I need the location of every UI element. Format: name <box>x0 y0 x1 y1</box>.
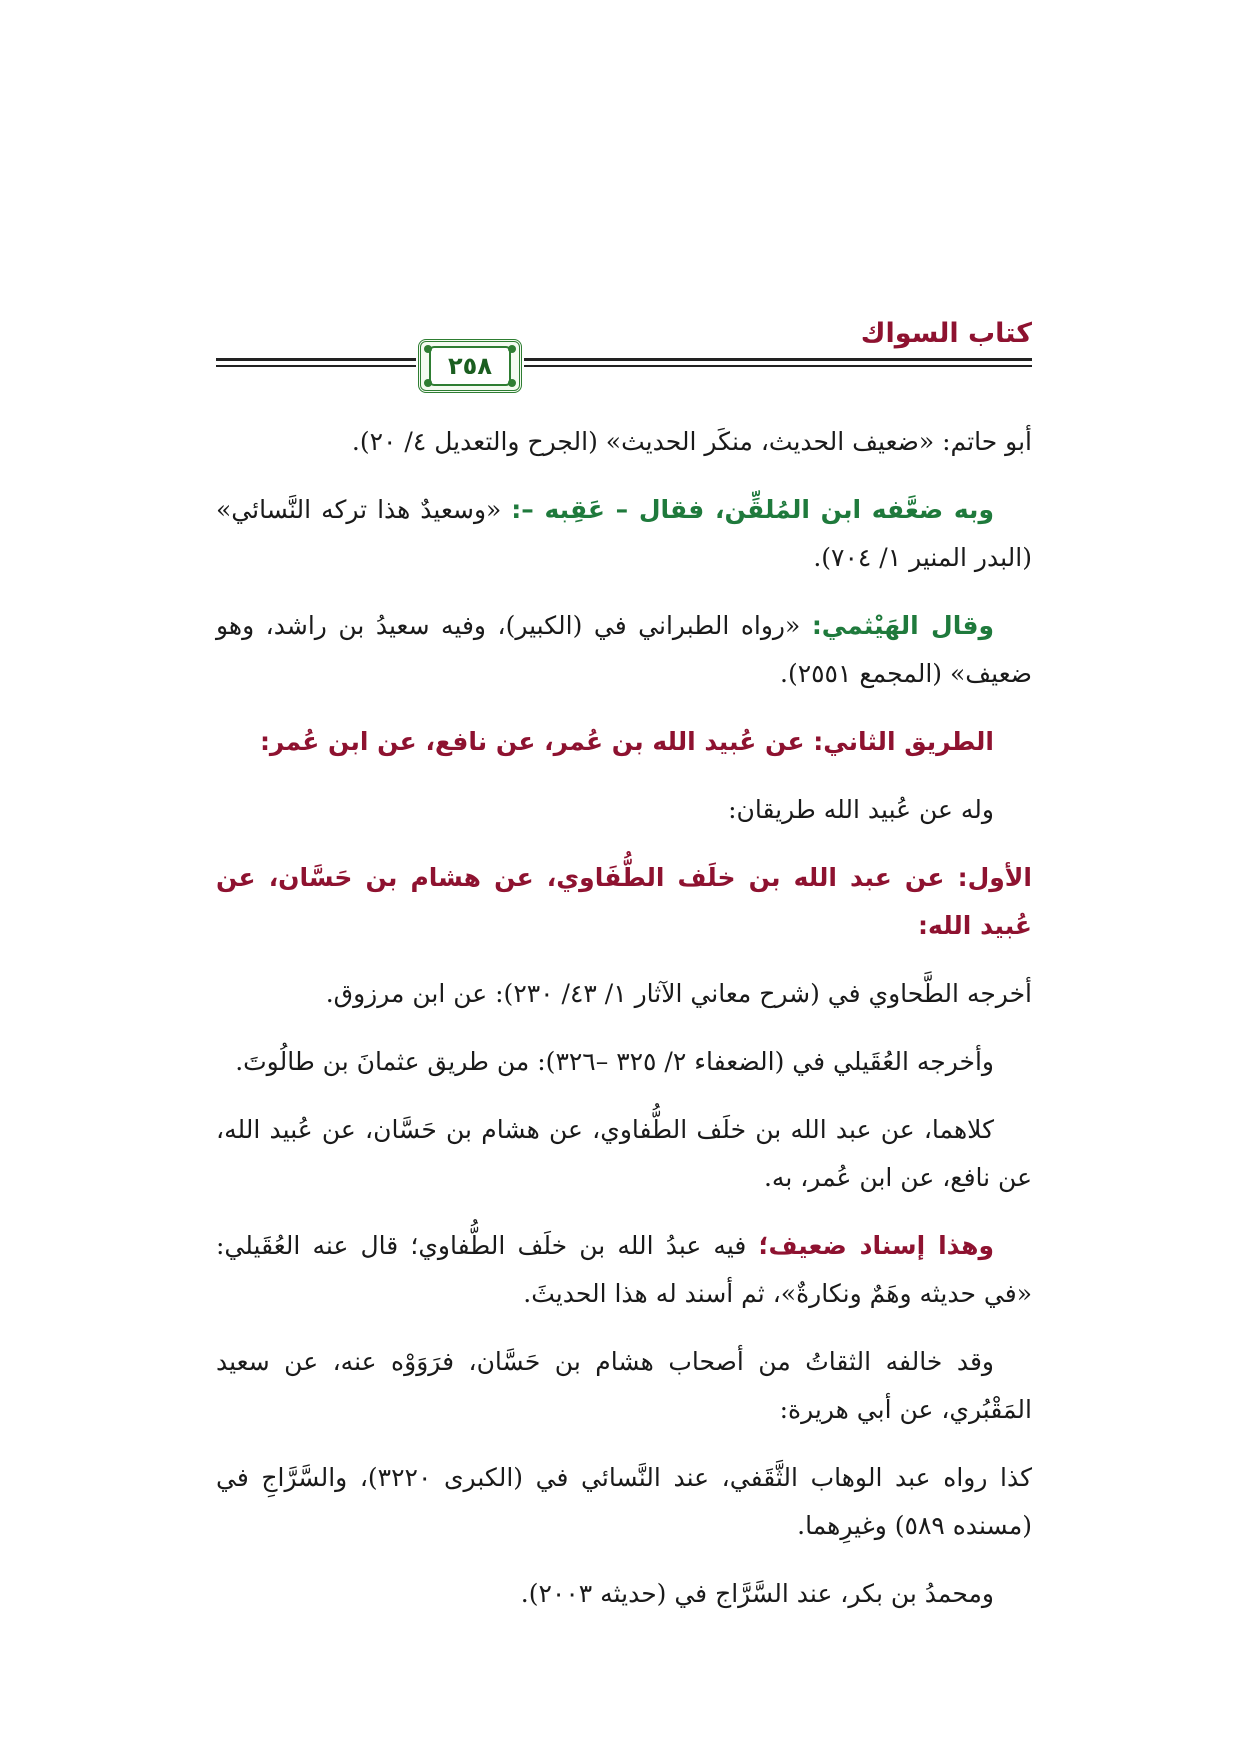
paragraph <box>216 602 1032 698</box>
badge-ornament <box>424 379 432 387</box>
header-rule-left <box>216 358 416 361</box>
paragraph <box>216 1222 1032 1318</box>
paragraph <box>216 486 1032 582</box>
book-title: كتاب السواك <box>860 318 1032 349</box>
header-rule-right <box>524 358 1032 361</box>
paragraph: وقد خالفه الثقاتُ من أصحاب هشام بن حَسَّان، فرَوَوْه عنه، عن سعيد المَقْبُري، عن أبي هريرة: <box>216 1347 1032 1424</box>
highlight-lead: وبه ضعَّفه ابن المُلقِّن، فقال – عَقِبه –: <box>511 495 994 524</box>
page-number: ٢٥٨ <box>429 346 511 386</box>
badge-ornament <box>508 379 516 387</box>
page-number-badge <box>418 339 522 393</box>
paragraph: وأخرجه العُقَيلي في (الضعفاء ٢/ ٣٢٥ –٣٢٦): من طريق عثمانَ بن طالُوتَ. <box>235 1047 994 1076</box>
paragraph-text: «وسعيدٌ هذا تركه النَّسائي» (البدر المنير ١/ ٧٠٤). <box>216 495 1032 572</box>
badge-ornament <box>424 345 432 353</box>
highlight-lead: وهذا إسناد ضعيف؛ <box>758 1231 994 1260</box>
page-body <box>216 418 1032 1638</box>
badge-ornament <box>508 345 516 353</box>
highlight-lead: وقال الهَيْثمي: <box>811 611 994 640</box>
section-heading: الطريق الثاني: عن عُبيد الله بن عُمر، عن نافع، عن ابن عُمر: <box>259 727 994 756</box>
paragraph: أبو حاتم: «ضعيف الحديث، منكَر الحديث» (الجرح والتعديل ٤/ ٢٠). <box>351 427 1032 456</box>
paragraph: أخرجه الطَّحاوي في (شرح معاني الآثار ١/ ٤٣/ ٢٣٠): عن ابن مرزوق. <box>325 979 1032 1008</box>
paragraph: كلاهما، عن عبد الله بن خلَف الطُّفاوي، عن هشام بن حَسَّان، عن عُبيد الله، عن نافع، عن ابن عُمر، به. <box>216 1115 1032 1192</box>
page-header <box>216 318 1032 398</box>
paragraph: وله عن عُبيد الله طريقان: <box>728 795 994 824</box>
paragraph-text: «رواه الطبراني في (الكبير)، وفيه سعيدُ بن راشد، وهو ضعيف» (المجمع ٢٥٥١). <box>216 611 1032 688</box>
paragraph: ومحمدُ بن بكر، عند السَّرَّاج في (حديثه ٢٠٠٣). <box>520 1579 994 1608</box>
section-heading: الأول: عن عبد الله بن خلَف الطُّفَاوي، عن هشام بن حَسَّان، عن عُبيد الله: <box>216 863 1032 940</box>
paragraph-text: فيه عبدُ الله بن خلَف الطُّفاوي؛ قال عنه العُقَيلي: «في حديثه وهَمٌ ونكارةٌ»، ثم أسند له هذا الحديثَ. <box>216 1231 1032 1308</box>
paragraph: كذا رواه عبد الوهاب الثَّقَفي، عند النَّسائي في (الكبرى ٣٢٢٠)، والسَّرَّاجِ في (مسنده ٥٨٩) وغيرِهما. <box>216 1463 1032 1540</box>
header-rule-right-thin <box>524 365 1032 367</box>
header-rule-left-thin <box>216 365 416 367</box>
